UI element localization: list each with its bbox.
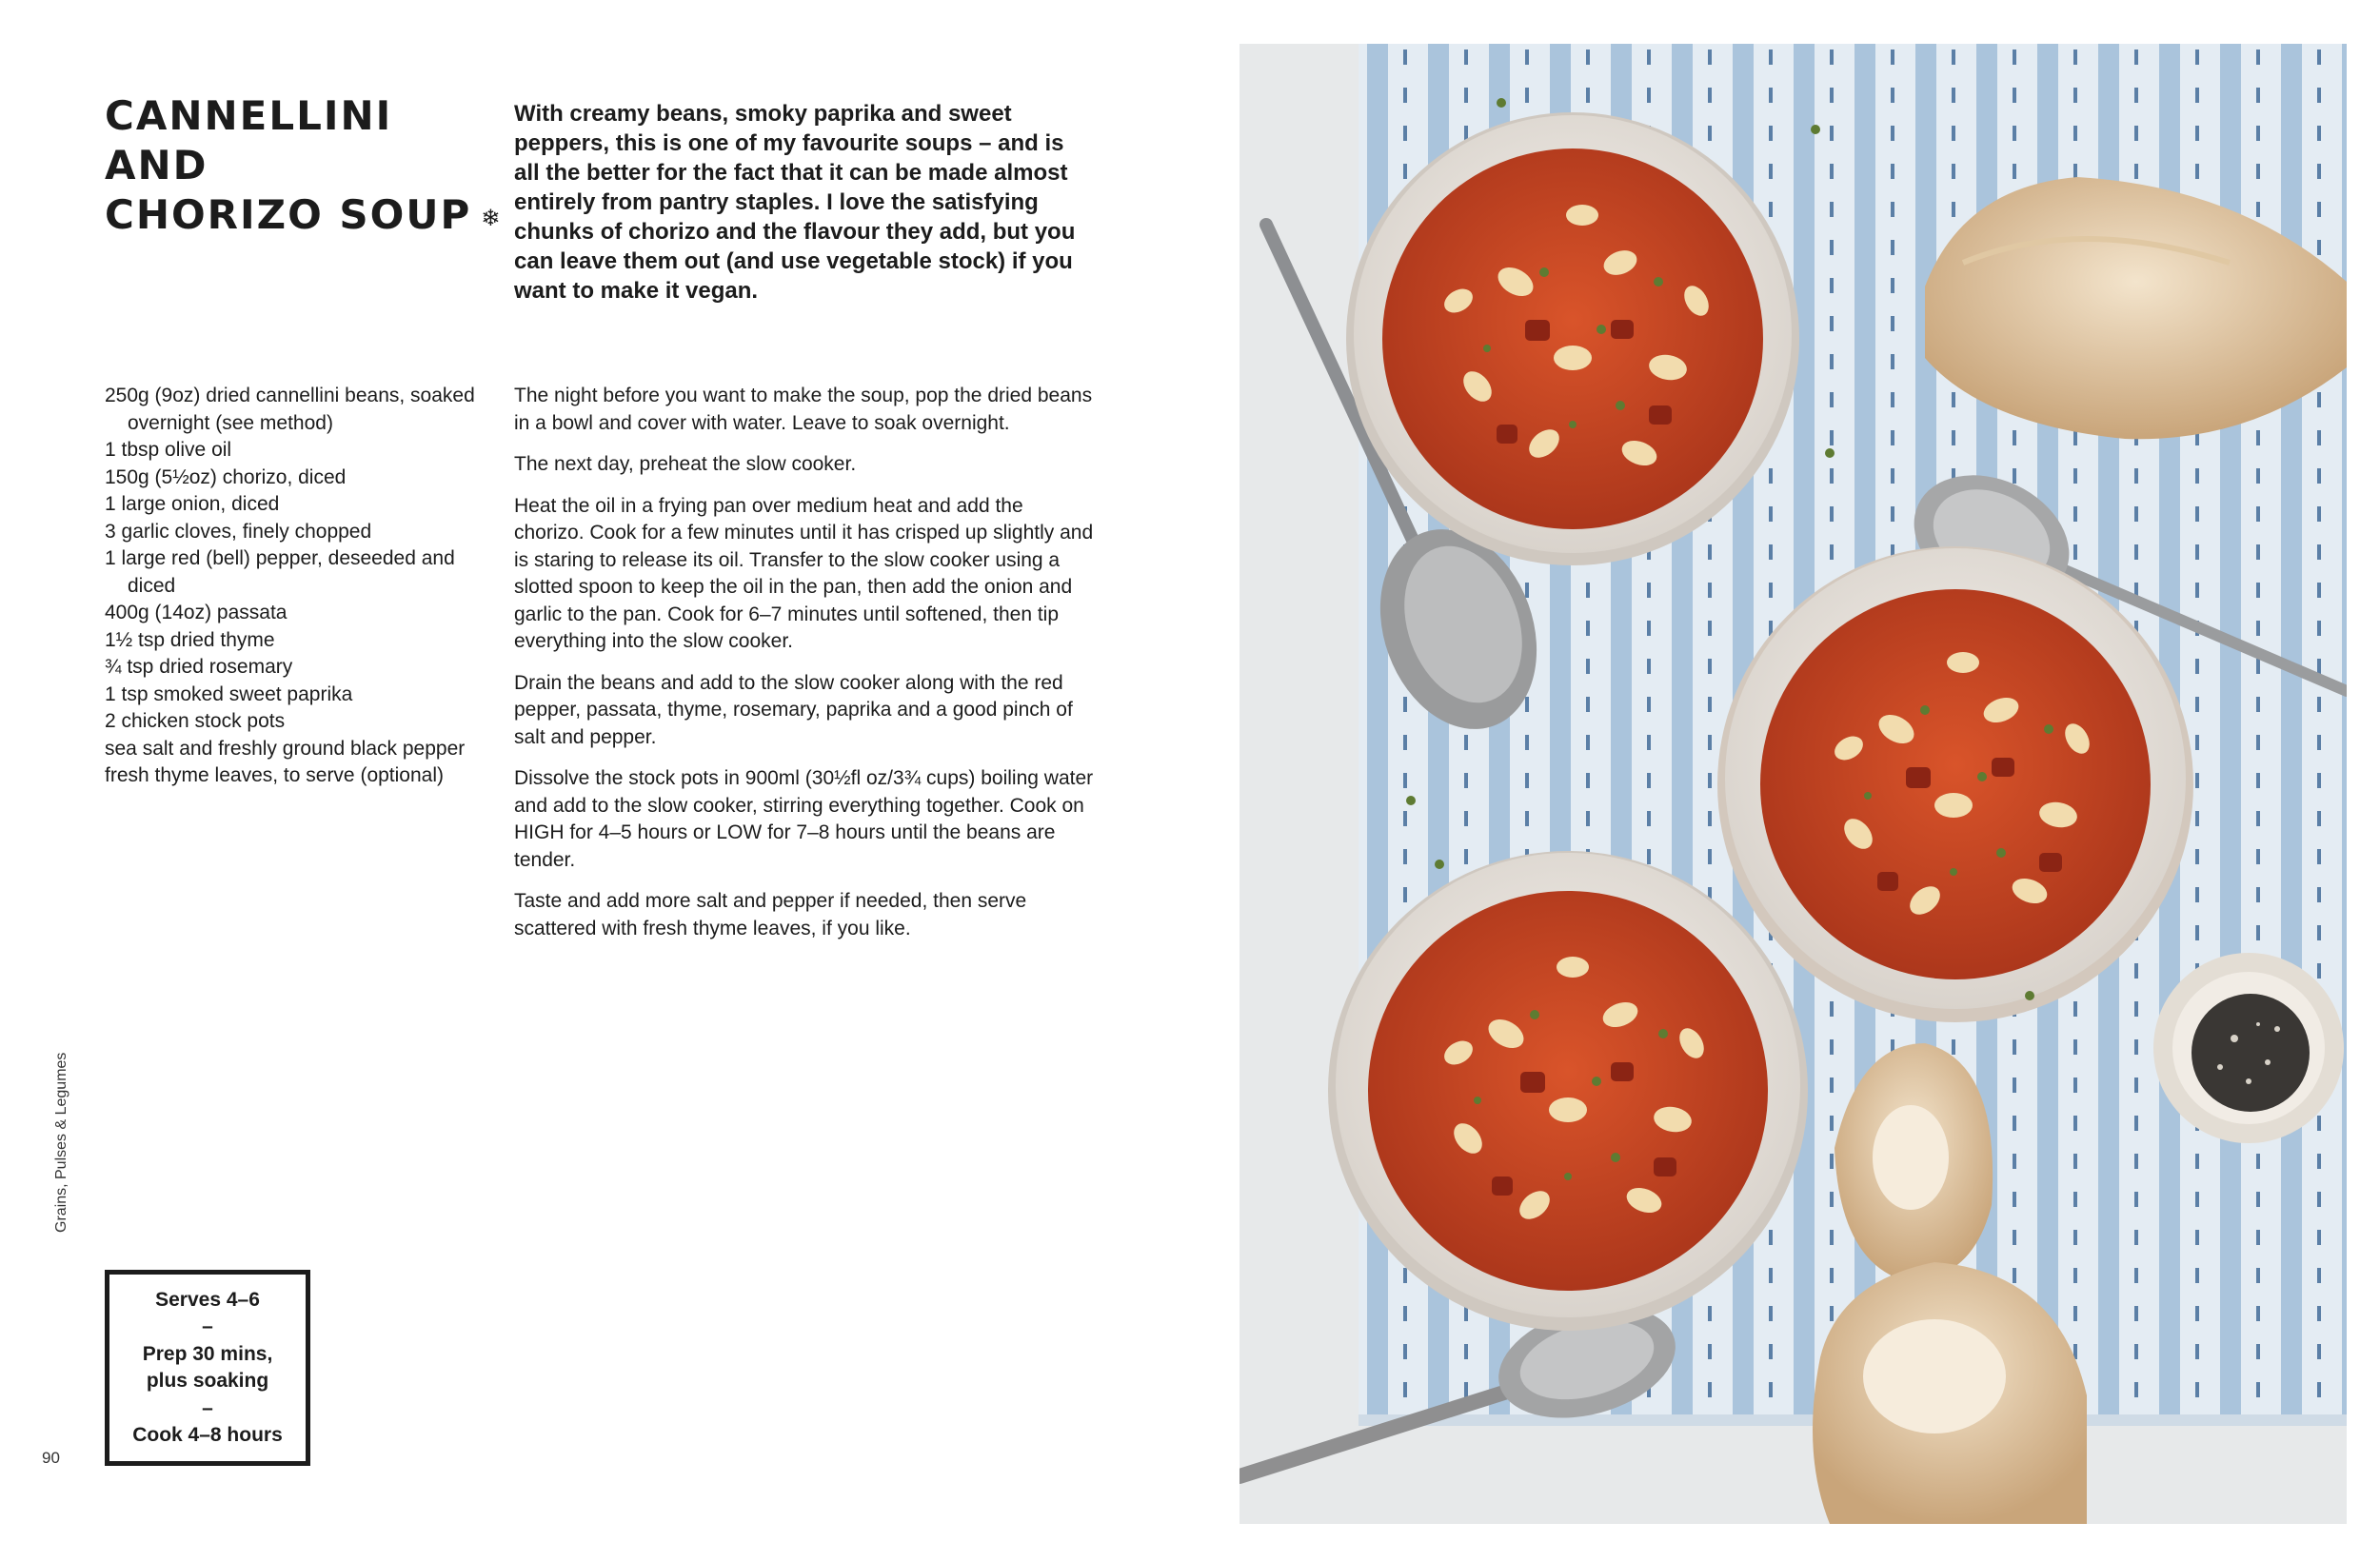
soup-photo [1240, 44, 2347, 1524]
method-step: Drain the beans and add to the slow cooker along with the red pepper, passata, thyme, rosemary, paprika and a good pinch of salt and pepper. [514, 671, 1073, 748]
ingredient-item: 250g (9oz) dried cannellini beans, soaked overnight (see method) [105, 385, 475, 434]
ingredient-item: 3 garlic cloves, finely chopped [105, 520, 372, 543]
prep-time-text: Prep 30 mins, [142, 1342, 273, 1365]
ingredient-item: fresh thyme leaves, to serve (optional) [105, 764, 444, 786]
ingredient-item: sea salt and freshly ground black pepper [105, 737, 466, 760]
prep-soaking-text: plus soaking [146, 1370, 269, 1392]
recipe-info-box [105, 1270, 310, 1466]
method-step: The next day, preheat the slow cooker. [514, 453, 857, 475]
ingredients-list [105, 383, 486, 790]
soup-photo-illustration [1240, 44, 2347, 1524]
method-step: Heat the oil in a frying pan over medium heat and add the chorizo. Cook for a few minutes until it has crisped up slightly and is staring to release its oil. Transfer to the slow cooker using a slotted spoon to keep the oil in the pan, then add the onion and garlic to the pan. Cook for 6–7 minutes until softened, then tip everything into the slow cooker. [514, 494, 1094, 652]
soup-bowl-2 [1717, 546, 2193, 1022]
ingredient-item: 1 tbsp olive oil [105, 439, 232, 461]
cook-time-text: Cook 4–8 hours [132, 1424, 283, 1446]
snowflake-icon: ❄ [481, 204, 501, 231]
method-steps [514, 383, 1095, 957]
ingredient-item: 400g (14oz) passata [105, 602, 288, 623]
ingredient-item: ¾ tsp dried rosemary [105, 656, 293, 678]
ingredient-item: 2 chicken stock pots [105, 710, 286, 732]
recipe-intro: With creamy beans, smoky paprika and sweet peppers, this is one of my favourite soups – and is all the better for the fact that it can be made almost entirely from pantry staples. I love the satisfying chunks of chorizo and the flavour they add, but you can leave them out (and use vegetable stock) if you want to make it vegan. [514, 101, 1076, 304]
page-number: 90 [42, 1449, 60, 1467]
serves-text: Serves 4–6 [155, 1288, 260, 1311]
ingredient-item: 1 tsp smoked sweet paprika [105, 682, 353, 705]
ingredient-item: 1 large red (bell) pepper, deseeded and diced [105, 547, 455, 597]
method-step: Dissolve the stock pots in 900ml (30½fl oz/3¾ cups) boiling water and add to the slow cooker, stirring everything together. Cook on HIGH for 4–5 hours or LOW for 7–8 hours until the beans are tender. [514, 767, 1094, 871]
recipe-title [105, 91, 505, 243]
info-separator: – [202, 1396, 213, 1419]
method-step: Taste and add more salt and pepper if needed, then serve scattered with fresh thyme leaves, if you like. [514, 890, 1027, 939]
ingredient-item: 1 large onion, diced [105, 493, 280, 515]
recipe-title-text: CHORIZO SOUP [105, 191, 472, 238]
soup-bowl-1 [1346, 112, 1799, 565]
section-label: Grains, Pulses & Legumes [53, 1052, 69, 1233]
ingredient-item: 150g (5½oz) chorizo, diced [105, 465, 347, 488]
recipe-title-line-1: CANNELLINI AND [105, 92, 393, 188]
soup-bowl-3 [1328, 851, 1808, 1331]
ingredient-item: 1½ tsp dried thyme [105, 628, 275, 651]
info-separator: – [202, 1315, 213, 1337]
recipe-title-line-2 [105, 190, 505, 243]
method-step: The night before you want to make the soup, pop the dried beans in a bowl and cover with water. Leave to soak overnight. [514, 385, 1093, 434]
